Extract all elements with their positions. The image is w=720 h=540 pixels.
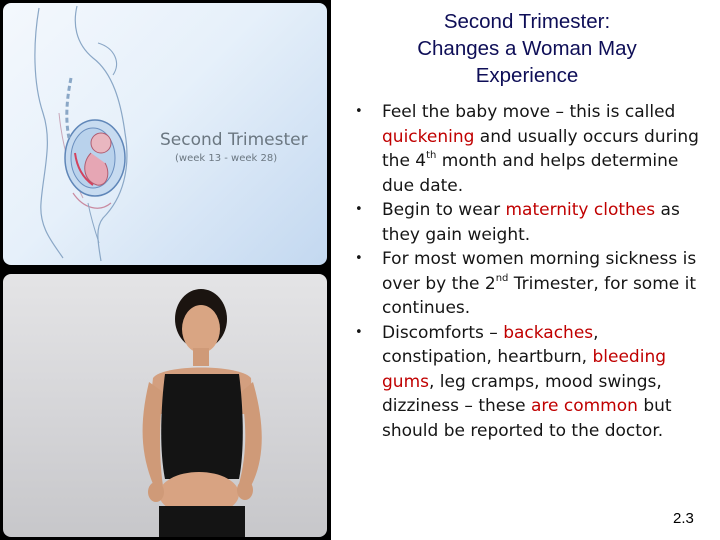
- bullet-dot-icon: •: [355, 202, 363, 217]
- slide-title: [332, 8, 720, 89]
- highlight-are-common: are common: [530, 396, 638, 416]
- page-number: 2.3: [673, 510, 694, 527]
- bullet-dot-icon: •: [355, 104, 363, 119]
- left-image-panel: [0, 0, 331, 540]
- illustration-heading: Second Trimester: [160, 130, 308, 150]
- highlight-backaches: backaches: [503, 322, 594, 343]
- highlight-maternity-clothes: maternity clothes: [505, 200, 656, 220]
- bullet-item-quickening: • Feel the baby move – this is called quickening and usually occurs during the 4th month and helps determine due date.: [355, 102, 699, 196]
- bullet-item-discomforts: • Discomforts – backaches, constipation, heartburn, bleeding gums, leg cramps, mood swings, dizziness – these are common but should be reported to the doctor.: [355, 322, 672, 441]
- bullet-item-maternity-clothes: • Begin to wear maternity clothes as they gain weight.: [355, 200, 680, 245]
- title-line-3: Experience: [475, 64, 579, 87]
- pregnant-woman-photo: [3, 274, 327, 537]
- highlight-quickening: quickening: [382, 126, 475, 147]
- title-line-2: Changes a Woman May: [417, 37, 637, 60]
- bullet-dot-icon: •: [355, 251, 363, 266]
- bullet-list: [352, 100, 702, 443]
- bullet-dot-icon: •: [355, 324, 363, 340]
- bullet-item-morning-sickness: • For most women morning sickness is over by the 2nd Trimester, for some it continues.: [355, 249, 697, 318]
- woman-figure: [3, 274, 327, 537]
- illustration-subheading: (week 13 - week 28): [175, 153, 278, 164]
- highlight-bleeding-gums: bleeding gums: [382, 347, 667, 392]
- second-trimester-illustration: [3, 3, 327, 265]
- title-line-1: Second Trimester:: [443, 10, 611, 33]
